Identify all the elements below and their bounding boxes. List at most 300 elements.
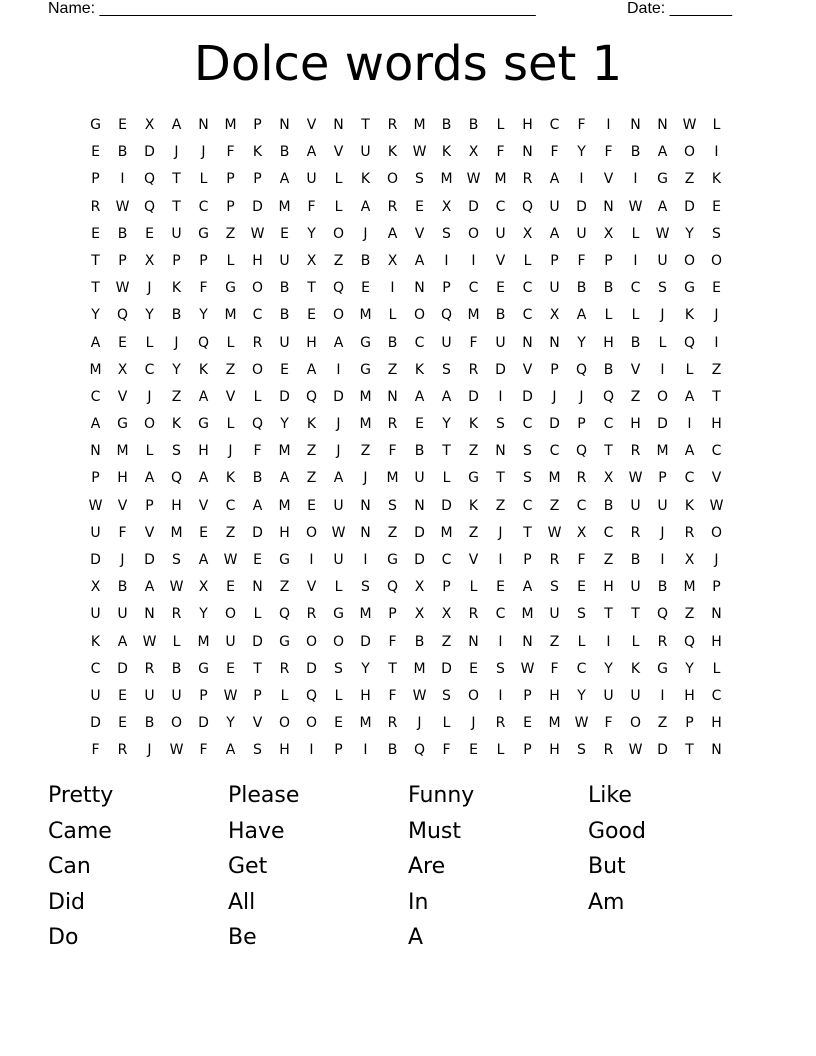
grid-letter: E [469, 742, 478, 759]
word-list-item: But [588, 854, 626, 880]
grid-letter: P [253, 171, 262, 188]
grid-letter: P [712, 579, 721, 596]
grid-letter: H [198, 443, 209, 460]
grid-letter: T [523, 524, 532, 541]
grid-letter: H [279, 524, 290, 541]
grid-row [82, 574, 732, 601]
grid-letter: R [684, 524, 695, 541]
grid-letter: G [657, 660, 668, 677]
grid-letter: P [253, 687, 262, 704]
grid-letter: I [633, 252, 638, 269]
grid-letter: O [305, 715, 318, 732]
grid-letter: Q [386, 579, 399, 596]
grid-letter: D [657, 742, 668, 759]
grid-letter: Y [577, 687, 586, 704]
grid-letter: N [522, 334, 533, 351]
grid-letter: W [169, 579, 184, 596]
grid-row [82, 601, 732, 628]
grid-letter: U [549, 280, 560, 297]
grid-letter: X [90, 579, 101, 596]
grid-letter: B [630, 144, 641, 161]
grid-letter: A [144, 579, 155, 596]
grid-letter: S [550, 579, 559, 596]
grid-letter: L [172, 633, 181, 650]
grid-letter: P [604, 252, 613, 269]
grid-letter: Z [225, 524, 236, 541]
grid-letter: P [442, 579, 451, 596]
grid-letter: A [144, 470, 155, 487]
grid-letter: M [440, 171, 453, 188]
grid-letter: J [147, 388, 152, 405]
grid-letter: F [388, 687, 397, 704]
grid-letter: K [171, 280, 182, 297]
grid-letter: Y [280, 416, 289, 433]
grid-letter: E [361, 280, 370, 297]
grid-letter: Q [656, 606, 669, 623]
grid-letter: G [657, 171, 668, 188]
grid-letter: O [386, 171, 399, 188]
grid-letter: V [414, 225, 425, 242]
grid-letter: T [712, 388, 721, 405]
grid-letter: Z [306, 443, 317, 460]
grid-letter: J [363, 470, 368, 487]
grid-letter: L [226, 416, 235, 433]
grid-letter: P [226, 198, 235, 215]
grid-letter: I [471, 252, 476, 269]
grid-letter: H [630, 416, 641, 433]
grid-letter: K [468, 497, 479, 514]
grid-letter: S [577, 606, 586, 623]
grid-letter: I [120, 171, 125, 188]
grid-letter: S [523, 443, 532, 460]
grid-letter: E [145, 225, 154, 242]
grid-letter: U [144, 687, 155, 704]
grid-letter: N [252, 579, 263, 596]
grid-letter: M [359, 307, 372, 324]
grid-letter: R [387, 117, 398, 133]
grid-letter: N [468, 633, 479, 650]
grid-letter: B [414, 633, 425, 650]
grid-letter: Z [225, 361, 236, 378]
grid-letter: D [468, 198, 479, 215]
grid-letter: U [630, 579, 641, 596]
grid-letter: F [226, 144, 235, 161]
grid-letter: L [631, 307, 640, 324]
grid-letter: G [684, 280, 695, 297]
grid-row [82, 629, 732, 656]
grid-letter: A [387, 225, 398, 242]
grid-letter: C [495, 606, 506, 623]
grid-letter: O [413, 307, 426, 324]
grid-letter: G [198, 660, 209, 677]
grid-letter: E [496, 579, 505, 596]
grid-letter: I [498, 552, 503, 568]
grid-row [82, 465, 732, 492]
grid-letter: O [629, 715, 642, 732]
grid-letter: A [306, 361, 317, 378]
grid-letter: E [415, 198, 424, 215]
word-list-item: Funny [408, 783, 475, 808]
grid-letter: M [278, 497, 291, 514]
grid-letter: C [522, 307, 533, 324]
grid-letter: Q [602, 388, 615, 405]
grid-letter: R [171, 606, 182, 623]
grid-letter: Y [577, 334, 586, 351]
grid-letter: G [333, 606, 344, 623]
grid-letter: A [279, 470, 290, 487]
grid-letter: J [471, 715, 476, 732]
grid-letter: R [468, 361, 479, 378]
grid-letter: C [576, 497, 587, 514]
grid-letter: V [198, 497, 209, 514]
grid-letter: K [306, 416, 317, 433]
grid-letter: A [360, 198, 371, 215]
grid-letter: F [388, 633, 397, 650]
grid-row [82, 656, 732, 683]
grid-letter: J [336, 443, 341, 460]
grid-letter: L [334, 198, 343, 215]
grid-letter: P [685, 715, 694, 732]
grid-letter: L [334, 579, 343, 596]
grid-letter: T [253, 660, 262, 677]
grid-letter: J [147, 742, 152, 759]
grid-letter: G [468, 470, 479, 487]
grid-letter: R [576, 470, 587, 487]
grid-letter: H [549, 687, 560, 704]
grid-letter: O [710, 252, 723, 269]
grid-letter: E [253, 552, 262, 568]
grid-letter: T [631, 606, 640, 623]
grid-letter: M [521, 606, 534, 623]
grid-letter: P [199, 687, 208, 704]
grid-letter: Z [360, 443, 371, 460]
grid-letter: K [360, 171, 371, 188]
grid-letter: D [522, 388, 533, 405]
grid-letter: S [388, 497, 397, 514]
grid-letter: I [336, 361, 341, 378]
grid-letter: I [363, 742, 368, 759]
grid-letter: H [306, 334, 317, 351]
grid-letter: A [90, 416, 101, 433]
grid-letter: W [142, 633, 157, 650]
grid-letter: O [656, 388, 669, 405]
grid-row [82, 194, 732, 221]
grid-letter: H [603, 579, 614, 596]
grid-letter: R [279, 660, 290, 677]
grid-letter: E [118, 117, 127, 133]
grid-letter: L [631, 225, 640, 242]
grid-letter: I [633, 171, 638, 188]
grid-letter: Q [170, 470, 183, 487]
grid-letter: O [467, 687, 480, 704]
grid-letter: D [90, 552, 101, 568]
grid-letter: M [224, 117, 237, 133]
grid-row [82, 221, 732, 248]
grid-letter: U [90, 606, 101, 623]
grid-letter: U [333, 552, 344, 568]
grid-letter: P [550, 252, 559, 269]
grid-letter: G [279, 633, 290, 650]
grid-letter: V [117, 497, 128, 514]
grid-letter: Z [279, 579, 290, 596]
grid-letter: A [171, 117, 182, 133]
grid-letter: R [144, 660, 155, 677]
grid-letter: C [441, 552, 452, 568]
grid-letter: A [279, 171, 290, 188]
grid-letter: J [498, 524, 503, 541]
grid-letter: U [279, 334, 290, 351]
grid-letter: E [118, 715, 127, 732]
grid-letter: X [144, 252, 155, 269]
grid-letter: O [170, 715, 183, 732]
grid-letter: U [117, 606, 128, 623]
grid-letter: X [549, 307, 560, 324]
grid-letter: Y [199, 606, 208, 623]
grid-letter: M [548, 715, 561, 732]
word-search-grid [82, 112, 732, 765]
grid-letter: N [495, 443, 506, 460]
grid-letter: J [228, 443, 233, 460]
grid-letter: I [309, 552, 314, 568]
grid-letter: B [630, 552, 641, 568]
grid-letter: W [628, 198, 643, 215]
grid-letter: R [603, 742, 614, 759]
grid-letter: Z [549, 633, 560, 650]
grid-letter: D [684, 198, 695, 215]
grid-letter: Y [685, 660, 694, 677]
grid-letter: M [683, 579, 696, 596]
grid-letter: Z [306, 470, 317, 487]
grid-row [82, 493, 732, 520]
grid-letter: Z [333, 252, 344, 269]
grid-letter: C [414, 334, 425, 351]
grid-letter: I [714, 144, 719, 161]
grid-letter: J [174, 144, 179, 161]
grid-letter: R [630, 443, 641, 460]
grid-letter: F [388, 443, 397, 460]
grid-letter: X [684, 552, 695, 568]
grid-letter: B [144, 715, 155, 732]
grid-letter: B [657, 579, 668, 596]
grid-letter: P [550, 361, 559, 378]
grid-letter: V [468, 552, 479, 568]
grid-letter: T [172, 171, 181, 188]
grid-letter: B [117, 225, 128, 242]
grid-letter: F [496, 144, 505, 161]
grid-letter: R [252, 334, 263, 351]
grid-letter: C [468, 280, 479, 297]
grid-letter: O [332, 225, 345, 242]
grid-letter: L [145, 443, 154, 460]
grid-letter: M [413, 660, 426, 677]
grid-letter: T [496, 470, 505, 487]
grid-letter: D [306, 660, 317, 677]
grid-letter: E [91, 144, 100, 161]
grid-letter: N [603, 198, 614, 215]
grid-letter: T [361, 117, 370, 133]
grid-letter: X [603, 225, 614, 242]
grid-letter: P [199, 252, 208, 269]
grid-letter: M [548, 470, 561, 487]
grid-letter: L [334, 171, 343, 188]
grid-letter: I [660, 361, 665, 378]
grid-letter: I [660, 687, 665, 704]
grid-letter: S [253, 742, 262, 759]
grid-letter: T [307, 280, 316, 297]
grid-letter: G [279, 552, 290, 568]
grid-letter: Y [361, 660, 370, 677]
grid-letter: L [658, 334, 667, 351]
grid-letter: E [280, 225, 289, 242]
grid-letter: A [90, 334, 101, 351]
grid-letter: U [441, 334, 452, 351]
grid-letter: F [550, 144, 559, 161]
grid-letter: C [576, 660, 587, 677]
grid-row [82, 710, 732, 737]
grid-letter: P [334, 742, 343, 759]
grid-letter: Q [305, 388, 318, 405]
grid-letter: K [630, 660, 641, 677]
grid-letter: Q [413, 742, 426, 759]
word-list-item: Be [228, 925, 257, 951]
grid-letter: C [603, 416, 614, 433]
grid-letter: N [414, 497, 425, 514]
grid-letter: D [576, 198, 587, 215]
grid-letter: C [630, 280, 641, 297]
grid-letter: S [523, 470, 532, 487]
grid-letter: B [360, 252, 371, 269]
grid-letter: O [251, 280, 264, 297]
grid-letter: Z [684, 606, 695, 623]
grid-letter: B [603, 361, 614, 378]
grid-letter: E [226, 660, 235, 677]
grid-letter: V [630, 361, 641, 378]
grid-letter: A [657, 198, 668, 215]
grid-letter: N [549, 334, 560, 351]
grid-letter: Q [575, 361, 588, 378]
grid-letter: P [658, 470, 667, 487]
grid-letter: J [336, 416, 341, 433]
grid-letter: W [682, 117, 697, 133]
grid-letter: M [278, 198, 291, 215]
grid-letter: K [684, 497, 695, 514]
grid-letter: C [711, 687, 722, 704]
grid-letter: W [628, 470, 643, 487]
grid-letter: L [685, 361, 694, 378]
grid-letter: J [579, 388, 584, 405]
grid-letter: D [549, 416, 560, 433]
grid-letter: U [657, 497, 668, 514]
grid-letter: C [603, 524, 614, 541]
grid-letter: J [417, 715, 422, 732]
grid-letter: V [144, 524, 155, 541]
grid-letter: I [498, 633, 503, 650]
grid-letter: K [198, 361, 209, 378]
grid-letter: L [631, 633, 640, 650]
grid-letter: P [388, 606, 397, 623]
word-list-item: Am [588, 889, 625, 915]
grid-letter: N [522, 633, 533, 650]
grid-letter: U [171, 687, 182, 704]
grid-letter: C [90, 660, 101, 677]
grid-letter: B [279, 307, 290, 324]
grid-letter: R [387, 715, 398, 732]
grid-letter: K [387, 144, 398, 161]
grid-letter: B [414, 443, 425, 460]
grid-letter: K [711, 171, 722, 188]
grid-letter: Y [199, 307, 208, 324]
grid-letter: M [224, 307, 237, 324]
grid-row [82, 248, 732, 275]
grid-letter: L [442, 715, 451, 732]
grid-letter: W [547, 524, 562, 541]
word-list-item: Please [228, 783, 300, 808]
grid-letter: I [390, 280, 395, 297]
grid-row [82, 357, 732, 384]
grid-letter: A [576, 307, 587, 324]
grid-letter: M [278, 443, 291, 460]
grid-letter: G [117, 416, 128, 433]
grid-letter: B [279, 280, 290, 297]
grid-letter: D [495, 361, 506, 378]
grid-letter: P [577, 416, 586, 433]
grid-letter: M [656, 443, 669, 460]
grid-letter: O [305, 524, 318, 541]
grid-letter: W [574, 715, 589, 732]
grid-letter: J [552, 388, 557, 405]
grid-letter: N [144, 606, 155, 623]
grid-letter: A [333, 470, 344, 487]
grid-letter: F [469, 334, 478, 351]
grid-row [82, 166, 732, 193]
grid-letter: Y [145, 307, 154, 324]
grid-letter: C [711, 443, 722, 460]
grid-letter: Z [468, 524, 479, 541]
grid-letter: S [496, 416, 505, 433]
grid-letter: B [387, 742, 398, 759]
grid-letter: Z [684, 171, 695, 188]
grid-letter: L [712, 117, 721, 133]
grid-letter: U [630, 687, 641, 704]
grid-letter: X [414, 579, 425, 596]
grid-letter: K [414, 361, 425, 378]
grid-letter: N [414, 280, 425, 297]
grid-letter: M [359, 606, 372, 623]
grid-letter: G [225, 280, 236, 297]
grid-letter: J [363, 225, 368, 242]
grid-letter: I [363, 552, 368, 568]
grid-letter: D [441, 660, 452, 677]
grid-letter: N [657, 117, 668, 133]
grid-letter: D [252, 198, 263, 215]
grid-letter: D [414, 524, 425, 541]
grid-letter: Q [116, 307, 129, 324]
grid-letter: B [630, 334, 641, 351]
grid-letter: K [252, 144, 263, 161]
grid-letter: K [225, 470, 236, 487]
grid-letter: D [198, 715, 209, 732]
grid-letter: W [88, 497, 103, 514]
grid-letter: W [223, 687, 238, 704]
grid-letter: H [711, 416, 722, 433]
grid-letter: H [360, 687, 371, 704]
grid-letter: I [498, 687, 503, 704]
grid-letter: E [496, 280, 505, 297]
grid-letter: K [90, 633, 101, 650]
grid-letter: J [201, 144, 206, 161]
grid-letter: W [655, 225, 670, 242]
grid-letter: Q [197, 334, 210, 351]
